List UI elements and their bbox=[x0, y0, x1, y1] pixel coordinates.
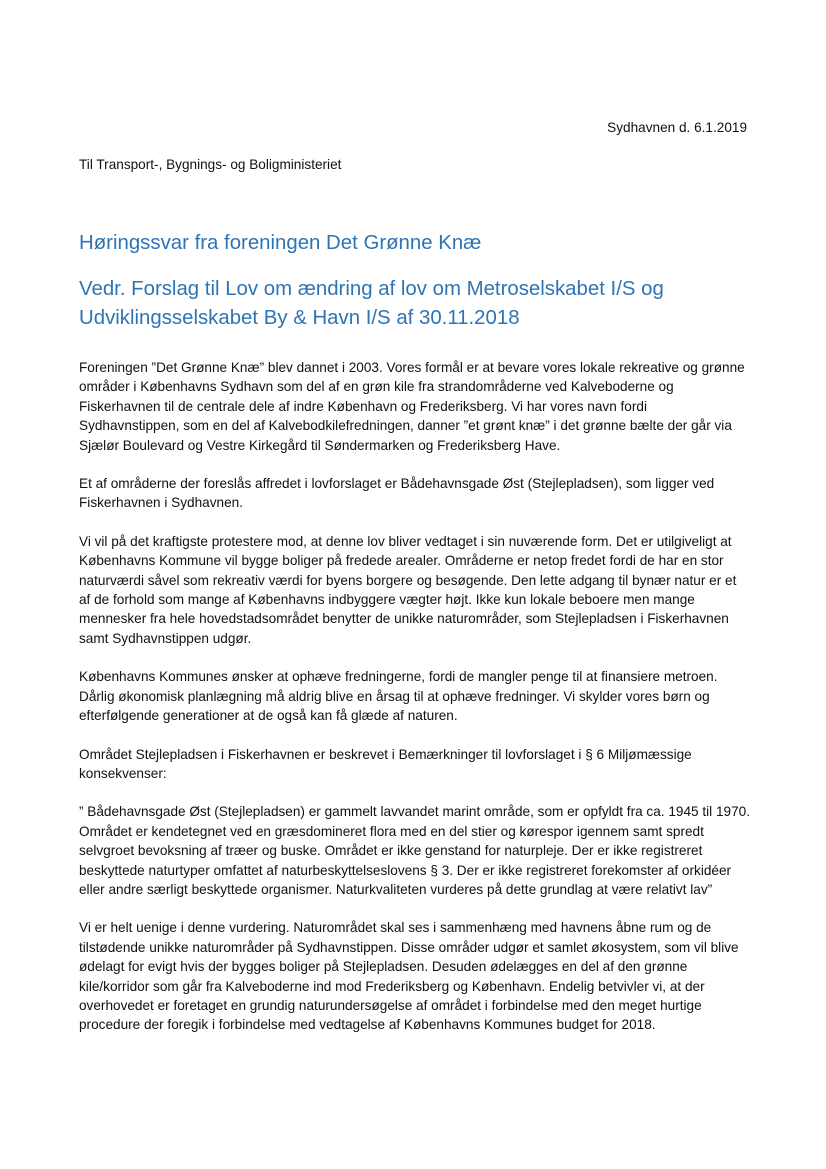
paragraph-area: Et af områderne der foreslås affredet i lovforslaget er Bådehavnsgade Øst (Stejlepladsen), som ligger ved Fiskerhavnen i Sydhavnen. bbox=[79, 476, 715, 511]
letter-date: Sydhavnen d. 6.1.2019 bbox=[607, 120, 747, 135]
paragraph-intro: Foreningen ”Det Grønne Knæ” blev dannet i 2003. Vores formål er at bevare vores lokale rekreative og grønne områder i Københavns Sydhavn som del af en grøn kile fra strandområderne ved Kalveboderne og Fiskerhavnen til de centrale dele af indre København og Frederiksberg. Vi har vores navn fordi Sydhavnstippen, som en del af Kalvebodkilefredningen, danner ”et grønt knæ” i det grønne bælte der går via Sjælør Boulevard og Vestre Kirkegård til Søndermarken og Frederiksberg Have. bbox=[79, 360, 745, 453]
document-heading: Høringssvar fra foreningen Det Grønne Knæ bbox=[79, 232, 482, 254]
recipient-line: Til Transport-, Bygnings- og Boligministeriet bbox=[79, 157, 342, 172]
paragraph-quote: ” Bådehavnsgade Øst (Stejlepladsen) er gammelt lavvandet marint område, som er opfyldt fra ca. 1945 til 1970. Området er kendetegnet ved en græsdomineret flora med en del stier og kørespor igennem samt spredt selvgroet bevoksning af træer og buske. Området er ikke genstand for naturpleje. Der er ikke registreret beskyttede naturtyper omfattet af naturbeskyttelseslovens § 3. Der er ikke registreret forekomster af orkidéer eller andre særligt beskyttede organismer. Naturkvaliteten vurderes på dette grundlag at være relativt lav” bbox=[79, 804, 750, 897]
paragraph-reference: Området Stejlepladsen i Fiskerhavnen er beskrevet i Bemærkninger til lovforslaget i § 6 Miljømæssige konsekvenser: bbox=[79, 746, 692, 781]
paragraph-disagreement: Vi er helt uenige i denne vurdering. Naturområdet skal ses i sammenhæng med havnens åbne rum og de tilstødende unikke naturområder på Sydhavnstippen. Disse områder udgør et samlet økosystem, som vil blive ødelagt for evigt hvis der bygges boliger på Stejlepladsen. Desuden ødelægges en del af den grønne kile/korridor som går fra Kalveboderne ind mod Frederiksberg og København. Endelig betvivler vi, at der overhovedet er foretaget en grundig naturundersøgelse af området i forbindelse med den meget hurtige procedure der foregik i forbindelse med vedtagelse af Københavns Kommunes budget for 2018. bbox=[79, 920, 739, 1033]
document-body bbox=[79, 358, 751, 1054]
document-subheading: Vedr. Forslag til Lov om ændring af lov om Metroselskabet I/S og Udviklingsselskabet By & Havn I/S af 30.11.2018 bbox=[79, 278, 664, 329]
paragraph-protest: Vi vil på det kraftigste protestere mod, at denne lov bliver vedtaget i sin nuværende form. Det er utilgiveligt at Københavns Kommune vil bygge boliger på fredede arealer. Områderne er netop fredet fordi de har en stor naturværdi såvel som rekreativ værdi for byens borgere og besøgende. Den lette adgang til bynær natur er et af de forhold som mange af Københavns indbyggere vægter højt. Ikke kun lokale beboere men mange mennesker fra hele hovedstadsområdet benytter de unikke naturområder, som Stejlepladsen i Fiskerhavnen samt Sydhavnstippen udgør. bbox=[79, 533, 737, 646]
paragraph-funding: Københavns Kommunes ønsker at ophæve fredningerne, fordi de mangler penge til at finansiere metroen. Dårlig økonomisk planlægning må aldrig blive en årsag til at ophæve fredninger. Vi skylder vores børn og efterfølgende generationer at de også kan få glæde af naturen. bbox=[79, 669, 718, 724]
